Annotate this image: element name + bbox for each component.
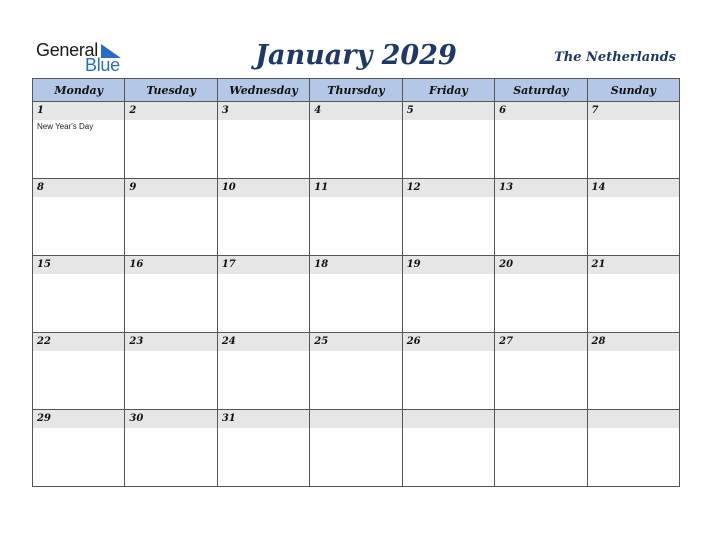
day-cell bbox=[495, 179, 587, 256]
day-cell bbox=[217, 102, 309, 179]
day-cell bbox=[33, 256, 125, 333]
day-number: 17 bbox=[221, 259, 236, 270]
day-bar bbox=[310, 179, 401, 197]
day-number: 4 bbox=[314, 105, 322, 116]
day-number: 15 bbox=[37, 259, 51, 270]
calendar-grid bbox=[32, 78, 680, 487]
week-row bbox=[33, 102, 680, 179]
day-bar bbox=[403, 333, 494, 351]
day-cell bbox=[495, 102, 587, 179]
day-cell bbox=[217, 333, 309, 410]
holiday-label: New Year's Day bbox=[37, 122, 94, 131]
day-bar bbox=[495, 179, 586, 197]
week-row bbox=[33, 179, 680, 256]
week-row bbox=[33, 410, 680, 487]
day-cell bbox=[125, 333, 217, 410]
day-cell bbox=[495, 256, 587, 333]
day-bar bbox=[588, 102, 679, 120]
day-cell bbox=[310, 179, 402, 256]
day-cell bbox=[310, 102, 402, 179]
day-bar bbox=[495, 410, 586, 428]
weekday-wednesday: Wednesday bbox=[217, 79, 309, 102]
day-number: 31 bbox=[221, 413, 236, 424]
day-cell bbox=[33, 102, 125, 179]
day-cell-empty bbox=[495, 410, 587, 487]
day-number: 1 bbox=[37, 105, 44, 116]
day-bar bbox=[403, 179, 494, 197]
day-bar bbox=[310, 333, 401, 351]
day-number: 30 bbox=[129, 413, 144, 424]
calendar-title: January 2029 bbox=[255, 40, 457, 71]
day-number: 26 bbox=[406, 336, 421, 347]
weekday-header-row bbox=[33, 79, 680, 102]
day-bar bbox=[310, 256, 401, 274]
day-cell bbox=[402, 179, 494, 256]
day-number: 28 bbox=[591, 336, 606, 347]
weekday-monday: Monday bbox=[33, 79, 125, 102]
day-cell bbox=[402, 333, 494, 410]
day-number: 5 bbox=[406, 105, 414, 116]
day-cell bbox=[33, 179, 125, 256]
day-bar bbox=[218, 102, 309, 120]
day-bar bbox=[33, 410, 124, 428]
day-bar bbox=[218, 256, 309, 274]
day-bar bbox=[33, 333, 124, 351]
day-number: 13 bbox=[499, 182, 514, 193]
day-number: 16 bbox=[129, 259, 144, 270]
day-number: 10 bbox=[221, 182, 236, 193]
day-number: 27 bbox=[499, 336, 514, 347]
day-number: 19 bbox=[406, 259, 421, 270]
day-number: 8 bbox=[37, 182, 44, 193]
day-cell bbox=[587, 102, 679, 179]
day-bar bbox=[588, 179, 679, 197]
day-bar bbox=[310, 102, 401, 120]
week-row bbox=[33, 256, 680, 333]
day-number: 3 bbox=[221, 105, 229, 116]
day-bar bbox=[403, 410, 494, 428]
day-cell bbox=[217, 410, 309, 487]
logo-text-general: General bbox=[36, 40, 98, 60]
day-bar bbox=[33, 256, 124, 274]
day-cell bbox=[125, 410, 217, 487]
day-number: 7 bbox=[591, 105, 599, 116]
day-cell bbox=[402, 256, 494, 333]
day-bar bbox=[125, 179, 216, 197]
day-bar bbox=[125, 256, 216, 274]
day-bar bbox=[33, 179, 124, 197]
day-bar bbox=[588, 256, 679, 274]
day-cell bbox=[217, 179, 309, 256]
day-cell bbox=[125, 256, 217, 333]
day-cell bbox=[125, 102, 217, 179]
day-cell bbox=[495, 333, 587, 410]
weekday-saturday: Saturday bbox=[495, 79, 587, 102]
weekday-sunday: Sunday bbox=[587, 79, 679, 102]
day-bar bbox=[588, 333, 679, 351]
day-number: 6 bbox=[499, 105, 507, 116]
day-cell bbox=[587, 333, 679, 410]
day-cell-empty bbox=[587, 410, 679, 487]
day-number: 2 bbox=[129, 105, 137, 116]
day-cell bbox=[587, 256, 679, 333]
day-bar bbox=[310, 410, 401, 428]
day-cell bbox=[402, 102, 494, 179]
day-bar bbox=[403, 102, 494, 120]
country-label: The Netherlands bbox=[554, 50, 676, 65]
day-number: 22 bbox=[37, 336, 51, 347]
day-cell bbox=[310, 333, 402, 410]
day-number: 21 bbox=[591, 259, 606, 270]
day-number: 9 bbox=[129, 182, 137, 193]
day-bar bbox=[218, 333, 309, 351]
day-bar bbox=[125, 102, 216, 120]
day-number: 11 bbox=[314, 182, 329, 193]
day-cell bbox=[33, 410, 125, 487]
day-number: 24 bbox=[221, 336, 236, 347]
weekday-tuesday: Tuesday bbox=[125, 79, 217, 102]
day-bar bbox=[403, 256, 494, 274]
day-bar bbox=[588, 410, 679, 428]
day-bar bbox=[125, 333, 216, 351]
day-number: 20 bbox=[499, 259, 514, 270]
day-bar bbox=[495, 102, 586, 120]
day-cell bbox=[33, 333, 125, 410]
day-number: 14 bbox=[591, 182, 606, 193]
day-bar bbox=[218, 179, 309, 197]
weekday-friday: Friday bbox=[402, 79, 494, 102]
day-cell-empty bbox=[310, 410, 402, 487]
week-row bbox=[33, 333, 680, 410]
day-cell bbox=[310, 256, 402, 333]
day-number: 12 bbox=[406, 182, 421, 193]
day-bar bbox=[125, 410, 216, 428]
weekday-thursday: Thursday bbox=[310, 79, 402, 102]
day-cell bbox=[217, 256, 309, 333]
day-number: 29 bbox=[37, 413, 51, 424]
day-number: 23 bbox=[129, 336, 144, 347]
day-number: 18 bbox=[314, 259, 329, 270]
day-bar bbox=[218, 410, 309, 428]
day-number: 25 bbox=[314, 336, 329, 347]
day-bar bbox=[33, 102, 124, 120]
day-cell bbox=[125, 179, 217, 256]
day-bar bbox=[495, 256, 586, 274]
day-cell-empty bbox=[402, 410, 494, 487]
logo-text-blue: Blue bbox=[85, 55, 120, 75]
day-cell bbox=[587, 179, 679, 256]
day-bar bbox=[495, 333, 586, 351]
